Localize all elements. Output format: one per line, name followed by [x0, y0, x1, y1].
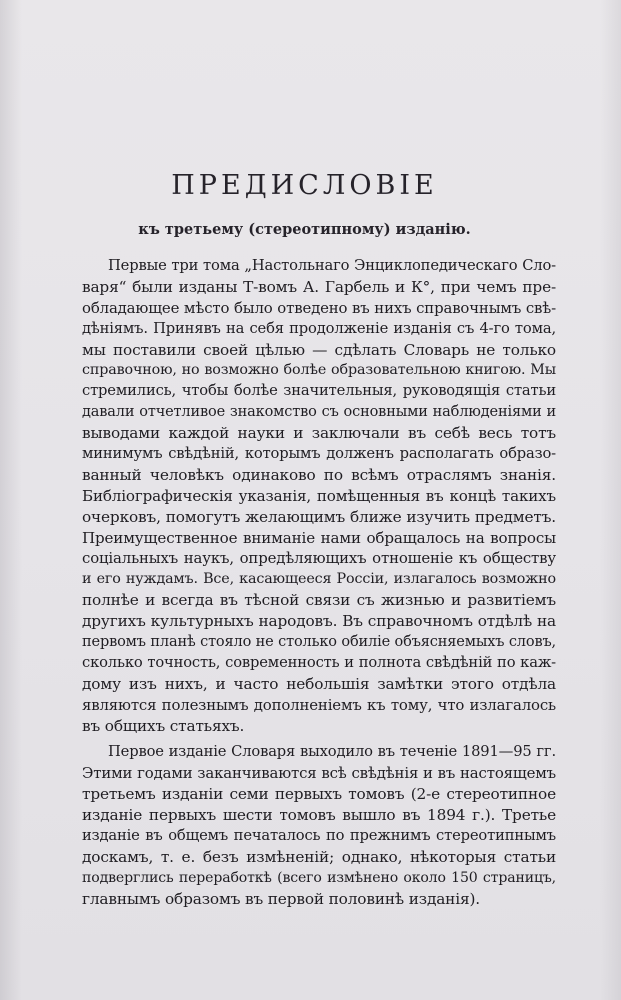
text-line: Первое изданіе Словаря выходило въ теченіе 1891—95 гг.: [108, 743, 556, 761]
page-subtitle: къ третьему (стереотипному) изданію.: [138, 221, 471, 238]
text-line: очерковъ, помогутъ желающимъ ближе изучить предметъ.: [82, 507, 556, 526]
text-line: другихъ культурныхъ народовъ. Въ справочномъ отдѣлѣ на: [82, 612, 556, 631]
text-line: въ общихъ статьяхъ.: [82, 716, 245, 735]
text-line: дому изъ нихъ, и часто небольшія замѣтки этого отдѣла: [82, 674, 556, 693]
text-line: мы поставили своей цѣлью — сдѣлать Словарь не только: [82, 340, 556, 359]
paragraph-1: [82, 256, 556, 736]
paragraph-2: [82, 742, 556, 909]
text-line: соціальныхъ наукъ, опредѣляющихъ отношеніе къ обществу: [82, 549, 556, 568]
text-line: подверглись переработкѣ (всего измѣнено около 150 страницъ,: [82, 869, 556, 886]
text-line: Первые три тома „Настольнаго Энциклопедическаго Сло-: [108, 257, 556, 274]
text-line: обладающее мѣсто было отведено въ нихъ справочнымъ свѣ-: [82, 298, 556, 317]
text-line: варя“ были изданы Т-вомъ А. Гарбель и К°, при чемъ пре-: [82, 277, 556, 296]
text-line: минимумъ свѣдѣній, которымъ долженъ располагать образо-: [82, 445, 556, 463]
text-line: и его нуждамъ. Все, касающееся Россіи, излагалось возможно: [82, 571, 556, 588]
text-line: первомъ планѣ стояло не столько обиліе объясняемыхъ словъ,: [82, 634, 556, 651]
text-line: третьемъ изданіи семи первыхъ томовъ (2-е стереотипное: [82, 785, 556, 804]
text-line: выводами каждой науки и заключали въ себѣ весь тотъ: [82, 424, 556, 443]
text-line: давали отчетливое знакомство съ основными наблюденіями и: [82, 404, 556, 421]
text-line: являются полезнымъ дополненіемъ къ тому, что излагалось: [82, 695, 556, 714]
text-line: дѣніямъ. Принявъ на себя продолженіе изданія съ 4-го тома,: [82, 319, 556, 337]
text-line: изданіе первыхъ шести томовъ вышло въ 1894 г.). Третье: [82, 806, 556, 825]
text-line: полнѣе и всегда въ тѣсной связи съ жизнью и развитіемъ: [82, 591, 556, 610]
text-line: Этими годами заканчиваются всѣ свѣдѣнія и въ настоящемъ: [82, 764, 556, 783]
text-line: Преимущественное вниманіе нами обращалось на вопросы: [82, 528, 556, 547]
text-line: главнымъ образомъ въ первой половинѣ изданія).: [82, 889, 480, 908]
page-title: ПРЕДИСЛОВІЕ: [171, 170, 438, 201]
text-line: ванный человѣкъ одинаково по всѣмъ отраслямъ знанія.: [82, 465, 556, 484]
text-line: сколько точность, современность и полнота свѣдѣній по каж-: [82, 653, 556, 671]
body-text: [82, 256, 556, 910]
text-line: стремились, чтобы болѣе значительныя, руководящія статьи: [82, 382, 556, 400]
text-line: изданіе въ общемъ печаталось по прежнимъ стереотипнымъ: [82, 827, 556, 845]
text-line: Библіографическія указанія, помѣщенныя въ концѣ такихъ: [82, 486, 556, 505]
text-line: доскамъ, т. е. безъ измѣненій; однако, нѣкоторыя статьи: [82, 847, 556, 866]
text-line: справочною, но возможно болѣе образовательною книгою. Мы: [82, 362, 556, 379]
